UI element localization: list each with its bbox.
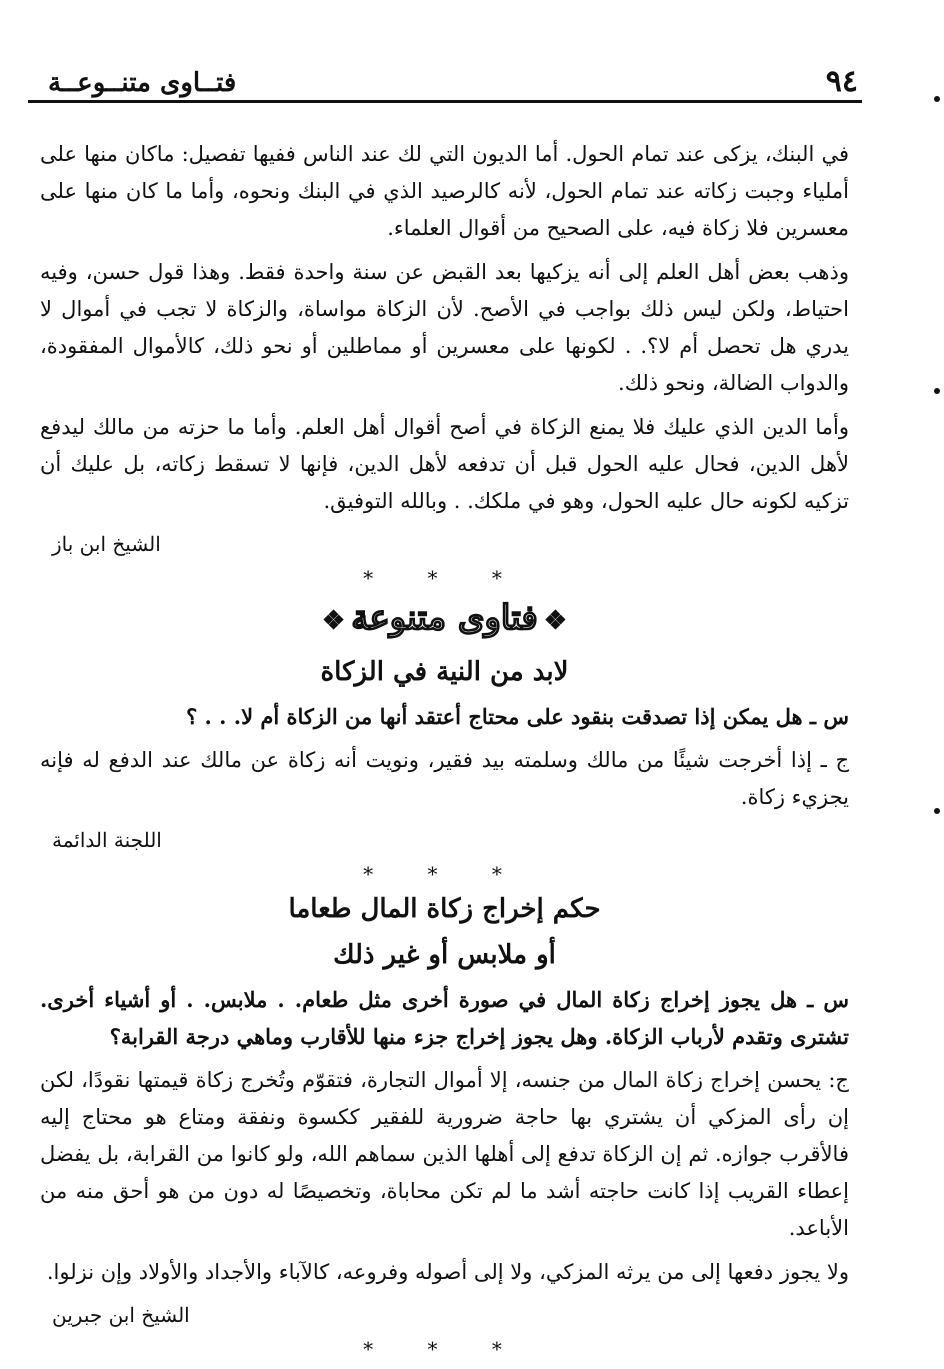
page-content [40, 136, 849, 1364]
running-title: فتــاوى متنــوعــة [48, 68, 237, 98]
paragraph: وأما الدين الذي عليك فلا يمنع الزكاة في أصح أقوال أهل العلم. وأما ما حزته من مالك ليدفع لأهل الدين، فحال عليه الحول قبل أن تدفعه لأهل الدين، فإنها لا تسقط زكاته، بل عليك أن تزكيه لكونه حال عليه الحول، وهو في ملكك. . وبالله التوفيق. [40, 415, 849, 513]
section-separator: * * * [363, 566, 526, 590]
signature: الشيخ ابن باز [52, 532, 161, 556]
section-title-line2: أو ملابس أو غير ذلك [333, 940, 556, 970]
section-separator: * * * [363, 862, 526, 886]
margin-dot [934, 388, 940, 394]
margin-dot [934, 96, 940, 102]
ornament-icon: ❖ [543, 606, 568, 636]
question: س ـ هل يمكن إذا تصدقت بنقود على محتاج أعتقد أنها من الزكاة أم لا. . . ؟ [186, 704, 849, 729]
answer: ج ـ إذا أخرجت شيئًا من مالك وسلمته بيد فقير، ونويت أنه زكاة عن مالك عند الدفع له فإنه يجزيء زكاة. [40, 748, 849, 809]
paragraph: في البنك، يزكى عند تمام الحول. أما الديون التي لك عند الناس ففيها تفصيل: ماكان منها على أملياء وجبت زكاته عند تمام الحول، لأنه كالرصيد الذي في البنك ونحوه، وأما ما كان منها على معسرين فلا زكاة فيه، على الصحيح من أقوال العلماء. [40, 142, 849, 240]
decorative-title [40, 595, 849, 644]
question: س ـ هل يجوز إخراج زكاة المال في صورة أخرى مثل طعام. . ملابس. . أو أشياء أخرى. تشترى وتقدم لأرباب الزكاة. وهل يجوز إخراج جزء منها للأقارب وماهي درجة القرابة؟ [40, 987, 849, 1049]
page-number: ٩٤ [825, 64, 858, 99]
section-separator: * * * [363, 1337, 526, 1361]
section-title-line1: حكم إخراج زكاة المال طعاما [288, 894, 601, 924]
signature: الشيخ ابن جبرين [52, 1303, 190, 1327]
answer-continuation: ولا يجوز دفعها إلى من يرثه المزكي، ولا إلى أصوله وفروعه، كالآباء والأجداد والأولاد وإن نزلوا. [46, 1260, 849, 1284]
decorative-title-text: فتاوى متنوعة [351, 598, 538, 638]
paragraph: وذهب بعض أهل العلم إلى أنه يزكيها بعد القبض عن سنة واحدة فقط. وهذا قول حسن، وفيه احتياط، ولكن ليس ذلك بواجب في الأصح. لأن الزكاة مواساة، والزكاة لا تجب في أموال لا يدري هل تحصل أم لا؟. . لكونها على معسرين أو مماطلين أو نحو ذلك، كالأموال المفقودة، والدواب الضالة، ونحو ذلك. [40, 260, 849, 395]
margin-dot [934, 808, 940, 814]
signature: اللجنة الدائمة [52, 828, 162, 852]
answer: ج: يحسن إخراج زكاة المال من جنسه، إلا أموال التجارة، فتقوّم وتُخرج زكاة قيمتها نقودًا، لكن إن رأى المزكي أن يشتري بها حاجة ضرورية للفقير ككسوة ونفقة ومتاع هو محتاج إليه فالأقرب جوازه. ثم إن الزكاة تدفع إلى أهلها الذين سماهم الله، ولو كانوا من القرابة، بل يفضل إعطاء القريب إذا كانت حاجته أشد ما لم تكن محاباة، وتخصيصًا له دون من هو أحق منه من الأباعد. [40, 1068, 849, 1240]
ornament-icon: ❖ [321, 606, 346, 636]
page-header [28, 60, 862, 103]
section-title: لابد من النية في الزكاة [320, 657, 569, 687]
